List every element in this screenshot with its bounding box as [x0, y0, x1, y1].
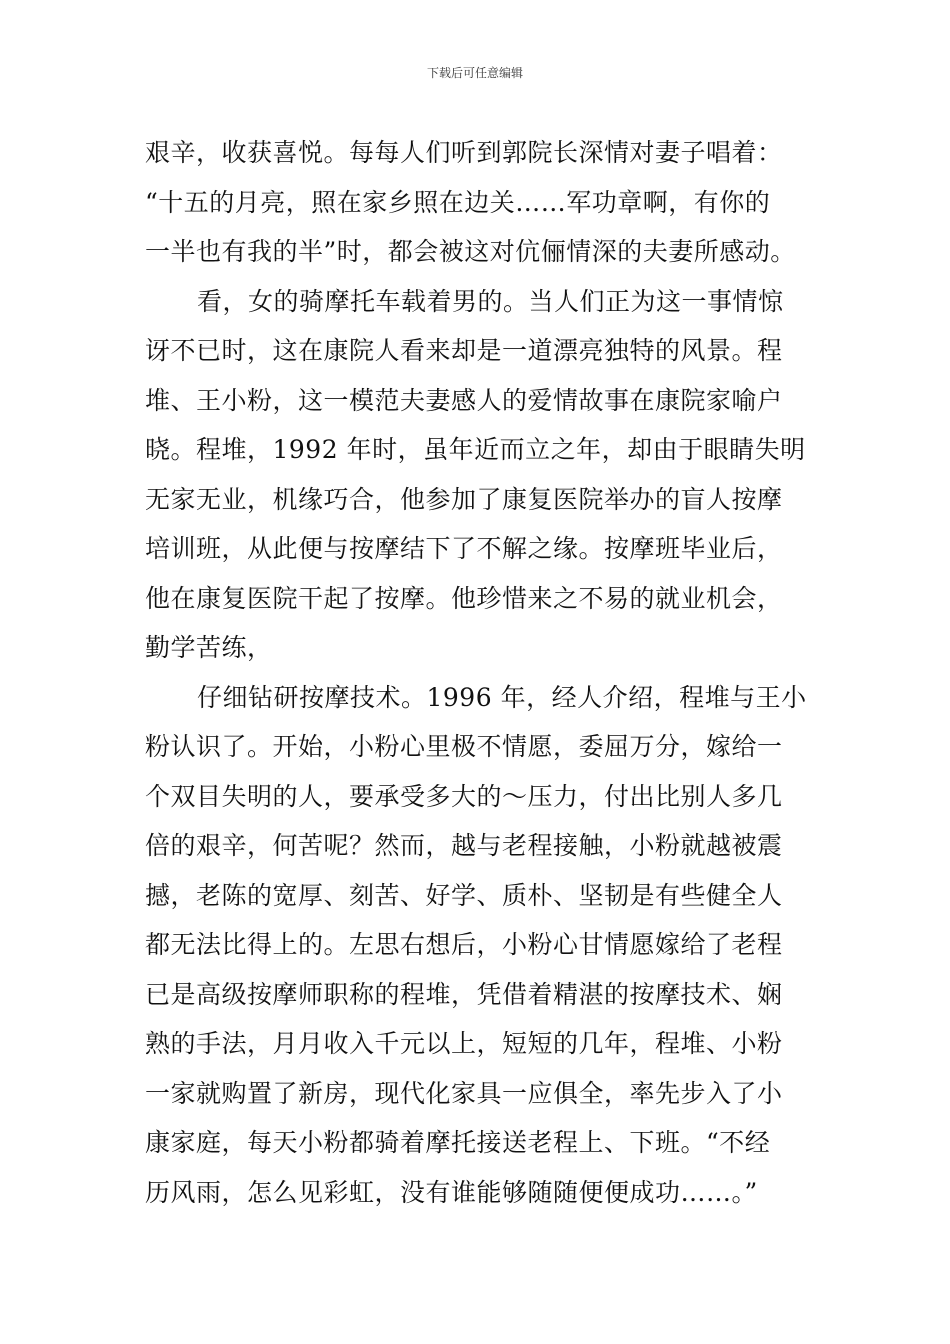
text-line: 看，女的骑摩托车载着男的。当人们正为这一事情惊 [197, 286, 784, 316]
text-line: 艰辛，收获喜悦。每每人们听到郭院长深情对妻子唱着： [145, 138, 783, 167]
text-line: 粉认识了。开始，小粉心里极不情愿，委屈万分，嫁给一 [145, 732, 783, 761]
text-line: 熟的手法，月月收入千元以上，短短的几年，程堆、小粉 [145, 1029, 783, 1058]
text-line: 历风雨，怎么见彩虹，没有谁能够随随便便成功……。” [145, 1177, 758, 1207]
text-line: 一半也有我的半”时，都会被这对伉俪情深的夫妻所感动。 [145, 237, 796, 266]
text-line: 勤学苦练， [145, 633, 273, 662]
text-line: 培训班，从此便与按摩结下了不解之缘。按摩班毕业后， [145, 534, 783, 563]
text-line: “十五的月亮，照在家乡照在边关……军功章啊，有你的 [145, 187, 771, 217]
document-body [145, 128, 810, 1217]
text-line: 无家无业，机缘巧合，他参加了康复医院举办的盲人按摩 [145, 484, 783, 514]
text-line: 讶不已时，这在康院人看来却是一道漂亮独特的风景。程 [145, 336, 783, 365]
text-line: 一家就购置了新房，现代化家具一应俱全，率先步入了小 [145, 1078, 783, 1108]
text-line: 晓。程堆，1992 年时，虽年近而立之年，却由于眼睛失明 [145, 435, 806, 464]
text-line: 堆、王小粉，这一模范夫妻感人的爱情故事在康院家喻户 [145, 385, 783, 415]
page-header: 下载后可任意编辑 [426, 66, 523, 80]
text-line: 倍的艰辛，何苦呢？然而，越与老程接触，小粉就越被震 [145, 831, 783, 860]
text-line: 康家庭，每天小粉都骑着摩托接送老程上、下班。“不经 [145, 1128, 771, 1157]
text-line: 已是高级按摩师职称的程堆，凭借着精湛的按摩技术、娴 [145, 979, 783, 1009]
text-line: 撼，老陈的宽厚、刻苦、好学、质朴、坚韧是有些健全人 [145, 880, 783, 910]
text-line: 个双目失明的人，要承受多大的～压力，付出比别人多几 [145, 781, 783, 811]
text-line: 仔细钻研按摩技术。1996 年，经人介绍，程堆与王小 [197, 682, 807, 712]
text-line: 都无法比得上的。左思右想后，小粉心甘情愿嫁给了老程 [145, 930, 783, 959]
text-line: 他在康复医院干起了按摩。他珍惜来之不易的就业机会， [145, 583, 783, 613]
